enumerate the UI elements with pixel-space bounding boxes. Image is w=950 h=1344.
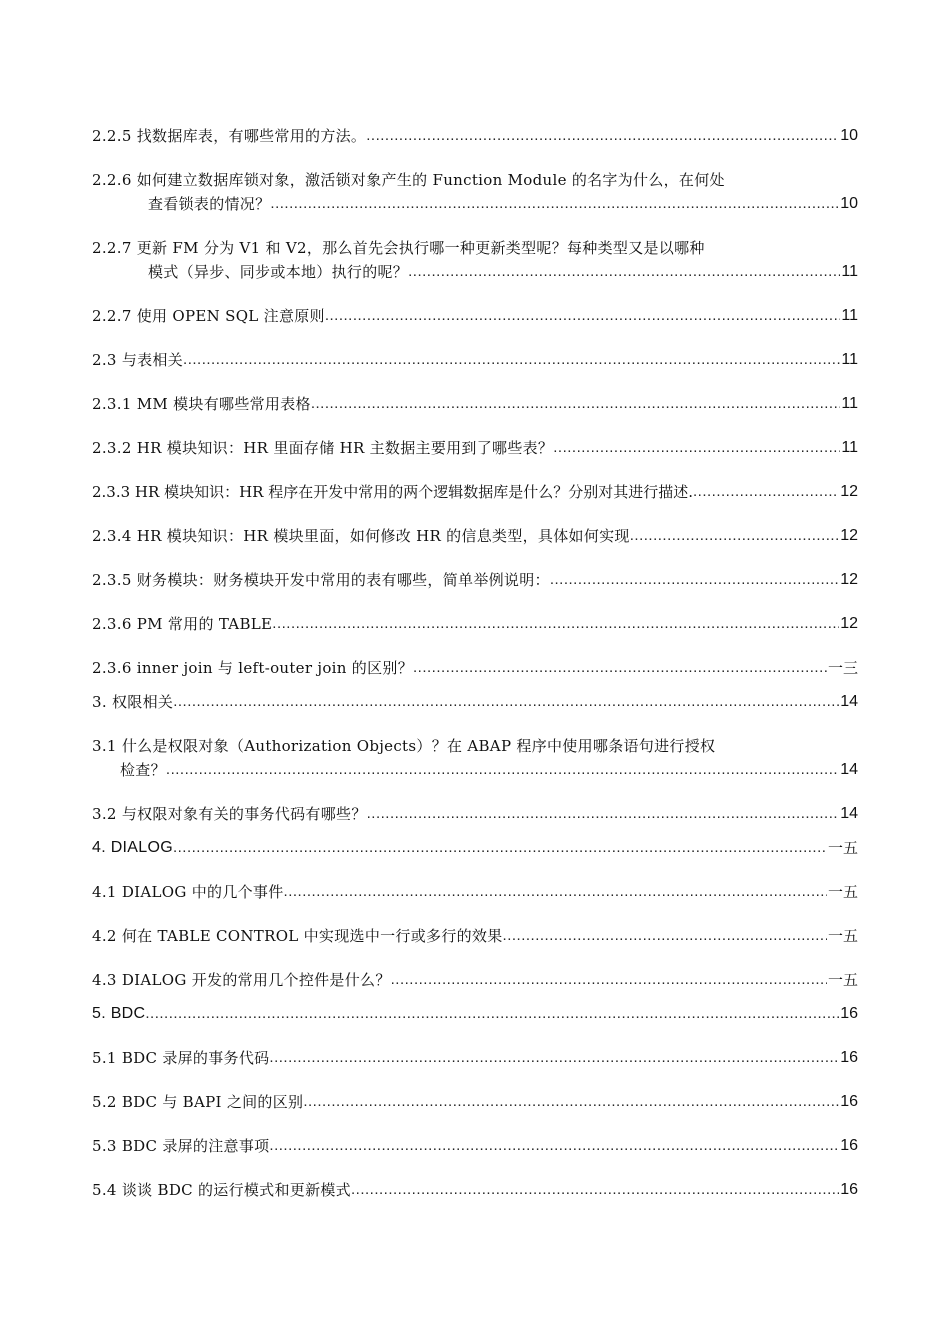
toc-entry[interactable] [92,236,858,304]
toc-entry[interactable] [92,1046,858,1090]
toc-entry-page: 16 [840,1137,858,1154]
toc-entry-page: 14 [840,761,858,778]
toc-entry[interactable] [92,436,858,480]
toc-entry-title: 3.1 什么是权限对象（Authorization Objects）？在 ABAP 程序中使用哪条语句进行授权 [92,737,716,755]
toc-entry-title: 5.4 谈谈 BDC 的运行模式和更新模式 [92,1181,351,1199]
toc-entry[interactable] [92,924,858,968]
toc-entry-title: 4.3 DIALOG 开发的常用几个控件是什么？ [92,971,391,989]
toc-entry-page: 11 [841,439,858,456]
toc-entry-page: 14 [840,693,858,710]
toc-entry-title: 2.2.6 如何建立数据库锁对象，激活锁对象产生的 Function Module 的名字为什么，在何处 [92,171,725,189]
toc-entry-page: 11 [841,263,858,280]
toc-entry-page: 12 [840,483,858,500]
toc-entry[interactable] [92,524,858,568]
toc-entry-title-cont: 查看锁表的情况？ [148,195,271,213]
toc-entry-page: 11 [841,307,858,324]
toc-entry[interactable] [92,1090,858,1134]
toc-entry-page: 一五 [827,883,858,901]
toc-entry[interactable] [92,734,858,802]
toc-entry-title-cont: 模式（异步、同步或本地）执行的呢？ [148,263,409,281]
toc-entry[interactable] [92,1178,858,1222]
toc-section[interactable] [92,1002,858,1046]
toc-entry-page: 16 [840,1049,858,1066]
toc-entry-page: 一五 [827,971,858,989]
toc-entry-title: 2.3.2 HR 模块知识：HR 里面存储 HR 主数据主要用到了哪些表？ [92,439,554,457]
toc-entry[interactable] [92,168,858,236]
toc-entry[interactable] [92,392,858,436]
toc-section[interactable] [92,836,858,880]
toc-entry-title: 5.2 BDC 与 BAPI 之间的区别 [92,1093,304,1111]
toc-entry[interactable] [92,880,858,924]
toc-entry[interactable] [92,656,858,690]
toc-entry-page: 一三 [827,659,858,677]
toc-entry-title: 2.3.4 HR 模块知识：HR 模块里面，如何修改 HR 的信息类型，具体如何实现 [92,527,630,545]
toc-entry-page: 10 [840,195,858,212]
toc-entry-page: 10 [840,127,858,144]
toc-section-title: 5. BDC [92,1005,146,1022]
toc-entry-title: 2.2.5 找数据库表，有哪些常用的方法。 [92,127,367,145]
toc-entry-title: 4.1 DIALOG 中的几个事件 [92,883,284,901]
toc-entry[interactable] [92,802,858,836]
toc-section-title: 3. 权限相关 [92,693,174,711]
toc-section[interactable] [92,690,858,734]
toc-entry-page: 16 [840,1005,858,1022]
toc-entry-page: 11 [841,395,858,412]
toc-entry-page: 14 [840,805,858,822]
toc-entry-page: 16 [840,1181,858,1198]
toc-entry-page: 一五 [827,927,858,945]
toc-entry-title: 2.3.6 PM 常用的 TABLE [92,615,273,633]
toc-section-title: 4. DIALOG [92,839,173,856]
toc-entry-title: 2.3.3 HR 模块知识：HR 程序在开发中常用的两个逻辑数据库是什么？分别对其进行描述. [92,483,693,501]
toc-entry-title: 5.1 BDC 录屏的事务代码 [92,1049,270,1067]
toc-entry-page: 11 [841,351,858,368]
toc-entry-title: 4.2 何在 TABLE CONTROL 中实现选中一行或多行的效果 [92,927,503,945]
toc-entry-page: 12 [840,615,858,632]
toc-entry[interactable] [92,1134,858,1178]
toc-entry-title: 2.2.7 使用 OPEN SQL 注意原则 [92,307,325,325]
toc-entry-title: 2.3 与表相关 [92,351,184,369]
toc-entry-title: 2.3.5 财务模块：财务模块开发中常用的表有哪些，简单举例说明： [92,571,550,589]
toc-entry-title-cont: 检查？ [120,761,166,779]
toc-entry-page: 一五 [827,839,858,857]
toc-entry-title: 2.2.7 更新 FM 分为 V1 和 V2，那么首先会执行哪一种更新类型呢？每种类型又是以哪种 [92,239,705,257]
toc-entry[interactable] [92,612,858,656]
toc-entry-title: 2.3.6 inner join 与 left-outer join 的区别？ [92,659,414,677]
toc-entry-page: 12 [840,571,858,588]
toc-entry-title: 3.2 与权限对象有关的事务代码有哪些？ [92,805,367,823]
toc-entry-page: 12 [840,527,858,544]
toc-entry[interactable] [92,480,858,524]
toc-entry[interactable] [92,568,858,612]
toc-entry[interactable] [92,348,858,392]
toc-entry[interactable] [92,124,858,168]
toc-entry-title: 5.3 BDC 录屏的注意事项 [92,1137,270,1155]
toc-entry[interactable] [92,304,858,348]
toc-entry[interactable] [92,968,858,1002]
toc-entry-page: 16 [840,1093,858,1110]
toc-entry-title: 2.3.1 MM 模块有哪些常用表格 [92,395,311,413]
table-of-contents [92,124,858,1222]
